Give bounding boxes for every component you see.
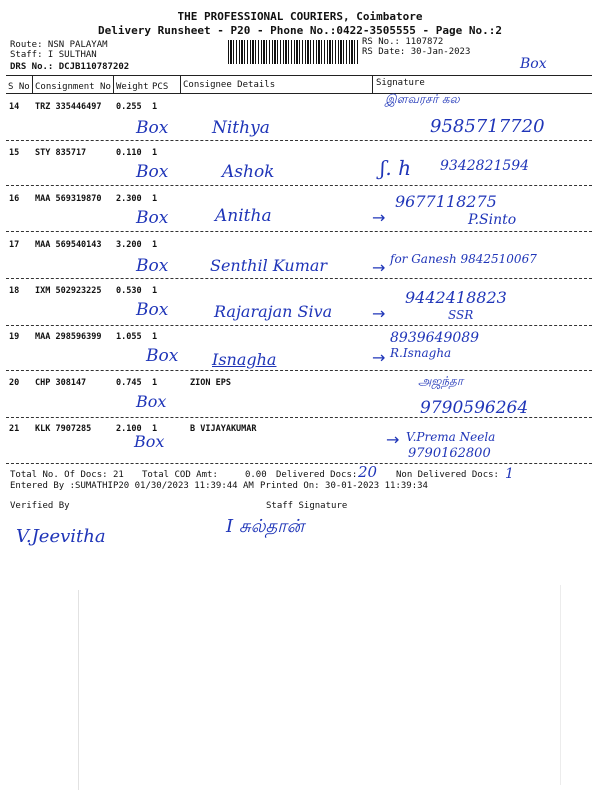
total-docs: Total No. Of Docs: 21 <box>10 470 124 480</box>
col-divider <box>32 75 33 93</box>
printed-on: Printed On: 30-01-2023 11:39:34 <box>260 481 428 491</box>
arrow-icon: → <box>372 208 386 227</box>
row-weight: 0.110 <box>116 148 142 158</box>
col-consignment: Consignment No <box>35 82 111 92</box>
row-consignee-typed: B VIJAYAKUMAR <box>190 424 257 434</box>
non-delivered-value: 1 <box>505 466 514 482</box>
row-pcs: 1 <box>152 424 158 434</box>
row-pcs: 1 <box>152 194 158 204</box>
arrow-icon: → <box>372 258 386 277</box>
staff-label: Staff: I SULTHAN <box>10 50 97 60</box>
row-weight: 0.255 <box>116 102 142 112</box>
col-signature: Signature <box>376 78 425 88</box>
row-divider <box>6 278 592 279</box>
row-signature-line1: 9342821594 <box>440 158 530 174</box>
row-consignee-handwritten: Senthil Kumar <box>210 256 328 275</box>
row-box-note: Box <box>136 162 169 182</box>
row-signature-line2: 9790596264 <box>420 398 529 418</box>
row-box-note: Box <box>136 392 167 411</box>
row-signature-line1: for Ganesh 9842510067 <box>390 252 537 266</box>
row-signature-line1: 8939649089 <box>390 330 480 346</box>
rs-number: RS No.: 1107872 <box>362 37 444 47</box>
row-box-note: Box <box>136 300 169 320</box>
row-signature-line1: இளவரசர் கல <box>385 92 460 106</box>
row-consignment: MAA 569319870 <box>35 194 102 204</box>
scan-artifact <box>78 590 79 790</box>
verified-by-label: Verified By <box>10 501 70 511</box>
row-signature-line1: அஜந்தா <box>418 374 464 388</box>
col-divider <box>113 75 114 93</box>
row-consignment: MAA 298596399 <box>35 332 102 342</box>
row-divider <box>6 325 592 326</box>
table-top-rule <box>6 75 592 76</box>
row-divider <box>6 463 592 464</box>
row-consignee-typed: ZION EPS <box>190 378 231 388</box>
rs-date: RS Date: 30-Jan-2023 <box>362 47 471 57</box>
drs-number: DRS No.: DCJB110787202 <box>10 62 130 72</box>
row-weight: 1.055 <box>116 332 142 342</box>
row-consignee-handwritten: Isnagha <box>212 350 277 369</box>
row-sno: 18 <box>9 286 20 296</box>
non-delivered-label: Non Delivered Docs: <box>396 470 499 480</box>
barcode-image <box>228 40 358 64</box>
col-consignee: Consignee Details <box>183 80 276 90</box>
row-consignment: MAA 569540143 <box>35 240 102 250</box>
row-box-note: Box <box>134 432 165 451</box>
staff-signature-label: Staff Signature <box>266 501 348 511</box>
row-signature-line1: 9677118275 <box>395 192 497 211</box>
delivered-docs-label: Delivered Docs: <box>276 470 358 480</box>
row-box-note: Box <box>136 118 169 138</box>
row-sno: 16 <box>9 194 20 204</box>
row-weight: 0.530 <box>116 286 142 296</box>
row-divider <box>6 231 592 232</box>
row-consignment: CHP 308147 <box>35 378 87 388</box>
company-name: THE PROFESSIONAL COURIERS, Coimbatore <box>177 10 423 23</box>
row-consignment: IXM 502923225 <box>35 286 102 296</box>
delivered-docs-value: 20 <box>358 463 378 481</box>
row-divider <box>6 140 592 141</box>
row-pcs: 1 <box>152 286 158 296</box>
row-sno: 15 <box>9 148 20 158</box>
row-consignee-handwritten: Anitha <box>215 206 272 226</box>
col-weight: Weight <box>116 82 149 92</box>
row-sno: 20 <box>9 378 20 388</box>
row-consignment: TRZ 335446497 <box>35 102 102 112</box>
arrow-icon: → <box>372 348 386 367</box>
row-consignee-handwritten: Nithya <box>212 118 270 138</box>
row-signature-line2: 9585717720 <box>430 116 545 137</box>
row-sno: 21 <box>9 424 20 434</box>
row-box-note: Box <box>136 256 169 276</box>
scan-artifact <box>560 585 561 785</box>
col-divider <box>372 75 373 93</box>
runsheet-subtitle: Delivery Runsheet - P20 - Phone No.:0422-3505555 - Page No.:2 <box>98 24 502 37</box>
total-cod: Total COD Amt: 0.00 <box>142 470 267 480</box>
row-pcs: 1 <box>152 332 158 342</box>
row-consignee-handwritten: Ashok <box>222 162 275 182</box>
row-sno: 17 <box>9 240 20 250</box>
row-pcs: 1 <box>152 148 158 158</box>
row-weight: 2.100 <box>116 424 142 434</box>
col-sno: S No <box>8 82 30 92</box>
top-box-note: Box <box>520 56 547 72</box>
signature-scribble: ʃ. ℎ <box>380 156 412 180</box>
row-pcs: 1 <box>152 240 158 250</box>
row-pcs: 1 <box>152 378 158 388</box>
col-divider <box>180 75 181 93</box>
row-signature-line2: P.Sinto <box>468 212 517 228</box>
row-consignment: KLK 7907285 <box>35 424 92 434</box>
row-consignment: STY 835717 <box>35 148 87 158</box>
table-header-rule <box>6 93 592 94</box>
row-pcs: 1 <box>152 102 158 112</box>
row-sno: 19 <box>9 332 20 342</box>
row-divider <box>6 185 592 186</box>
arrow-icon: → <box>386 430 400 449</box>
arrow-icon: → <box>372 304 386 323</box>
row-signature-line1: 9442418823 <box>405 288 507 307</box>
staff-handwritten-signature: I சுல்தான் <box>226 516 305 537</box>
row-signature-line1: V.Prema Neela <box>406 430 496 444</box>
row-signature-line2: SSR <box>448 308 474 322</box>
row-signature-line2: 9790162800 <box>408 446 491 461</box>
row-weight: 2.300 <box>116 194 142 204</box>
entered-by: Entered By :SUMATHIP20 01/30/2023 11:39:44 AM <box>10 481 254 491</box>
row-divider <box>6 417 592 418</box>
verified-signature: V.Jeevitha <box>16 526 106 547</box>
row-weight: 3.200 <box>116 240 142 250</box>
row-box-note: Box <box>136 208 169 228</box>
row-divider <box>6 370 592 371</box>
col-pcs: PCS <box>152 82 169 92</box>
row-weight: 0.745 <box>116 378 142 388</box>
row-consignee-handwritten: Rajarajan Siva <box>214 302 333 321</box>
row-box-note: Box <box>146 346 179 366</box>
row-sno: 14 <box>9 102 20 112</box>
row-signature-line2: R.Isnagha <box>390 346 452 360</box>
route-label: Route: NSN PALAYAM <box>10 40 108 50</box>
